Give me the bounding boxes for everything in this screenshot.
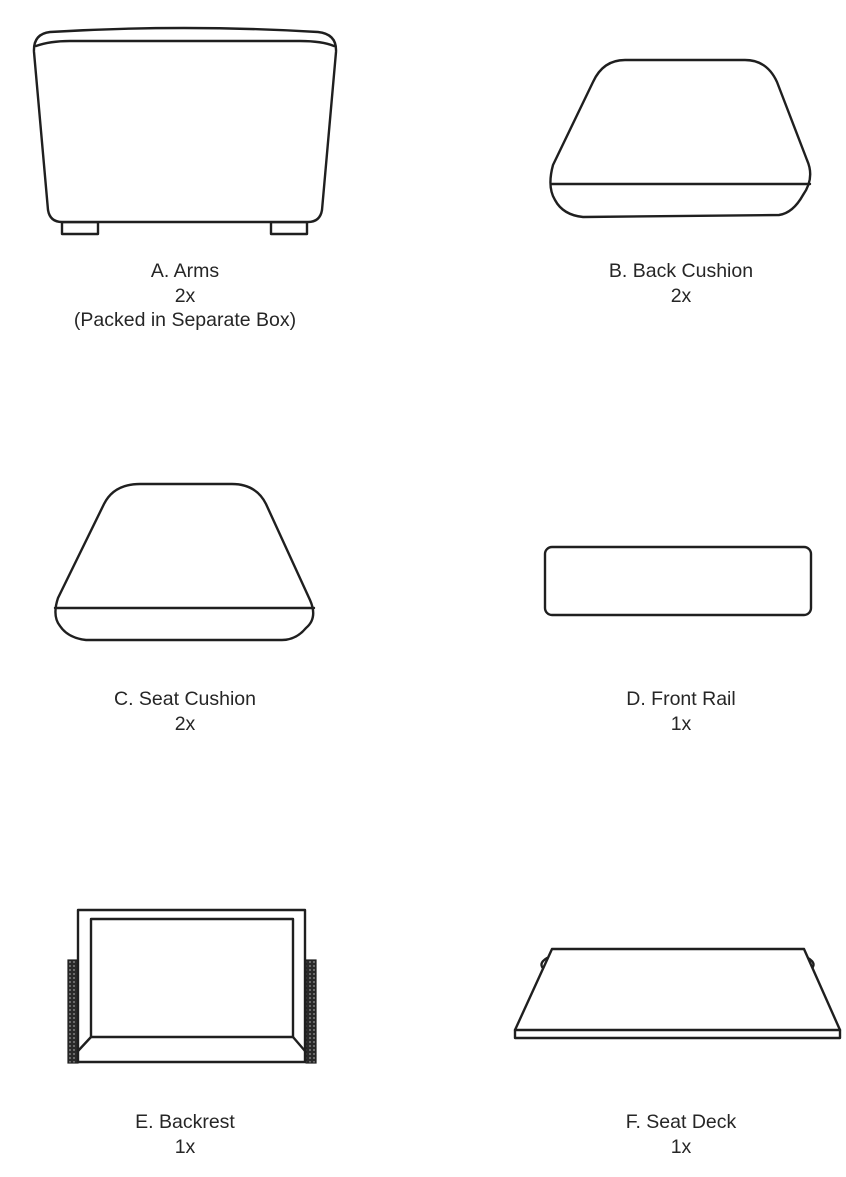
part-name: B. Back Cushion (608, 260, 754, 282)
part-qty: 1x (174, 1135, 196, 1158)
arm-icon (0, 0, 423, 260)
seat-deck-icon (423, 860, 846, 1100)
part-name: E. Backrest (135, 1111, 235, 1133)
seat-cushion-icon (0, 430, 423, 690)
front-rail-icon (423, 430, 846, 690)
part-caption (531, 687, 831, 736)
part-name: A. Arms (150, 260, 220, 282)
part-name: F. Seat Deck (625, 1111, 737, 1133)
part-caption (531, 1110, 831, 1159)
backrest-icon (0, 860, 423, 1100)
part-caption (35, 687, 335, 736)
part-qty: 2x (174, 284, 196, 307)
part-qty: 2x (174, 712, 196, 735)
part-caption (531, 259, 831, 308)
part-name: D. Front Rail (626, 688, 736, 710)
back-cushion-icon (423, 0, 846, 260)
part-qty: 1x (670, 1135, 692, 1158)
part-front-rail (423, 430, 846, 760)
part-qty: 1x (670, 712, 692, 735)
part-back-cushion (423, 0, 846, 340)
part-seat-cushion (0, 430, 423, 760)
part-caption (35, 1110, 335, 1159)
part-qty: 2x (670, 284, 692, 307)
part-name: C. Seat Cushion (114, 688, 256, 710)
part-note: (Packed in Separate Box) (73, 309, 297, 331)
part-arms (0, 0, 423, 340)
part-backrest (0, 860, 423, 1177)
part-seat-deck (423, 860, 846, 1177)
part-caption (35, 259, 335, 333)
